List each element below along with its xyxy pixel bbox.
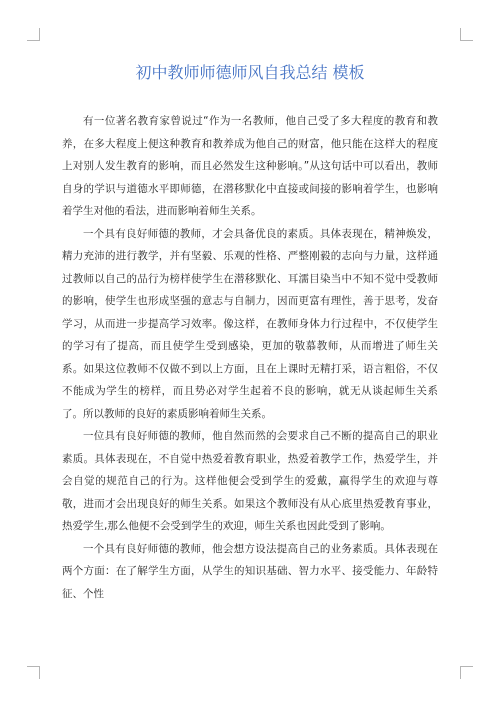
document-title: 初中教师师德师风自我总结 模板 xyxy=(135,63,365,82)
paragraph-3: 一位具有良好师德的教师，他自然而然的会要求自己不断的提高自己的职业素质。具体表现在，不自觉中热爱着教育职业，热爱着教学工作，热爱学生，并会自觉的规范自己的行为。这样他便会受到学生的爱戴，赢得学生的欢迎与尊敬，进而才会出现良好的师生关系。如果这个教师没有从心底里热爱教育事业，热爱学生,那么他便不会受到学生的欢迎，师生关系也因此受到了影响。 xyxy=(62,430,438,532)
crop-mark-bottom-left xyxy=(27,666,40,679)
paragraph-2: 一个具有良好师德的教师，才会具备优良的素质。具体表现在，精神焕发，精力充沛的进行教学，并有坚毅、乐观的性格、严整刚毅的志向与力量，这样通过教师以自己的品行为榜样使学生在潜移默化、耳濡目染当中不知不觉中受教师的影响，使学生也形成坚强的意志与自制力，因而更富有理性，善于思考，发奋学习，从而进一步提高学习效率。像这样，在教师身体力行过程中，不仅使学生的学习有了提高，而且使学生受到感染，更加的敬慕教师，从而增进了师生关系。如果这位教师不仅做不到以上方面，且在上课时无精打采，语言粗俗，不仅不能成为学生的榜样，而且势必对学生起着不良的影响，就无从谈起师生关系了。所以教师的良好的素质影响着师生关系。 xyxy=(62,227,438,420)
crop-mark-top-left xyxy=(27,28,40,41)
crop-mark-top-right xyxy=(460,28,473,41)
document-body xyxy=(62,110,438,605)
paragraph-4: 一个具有良好师德的教师，他会想方设法提高自己的业务素质。具体表现在两个方面：在了解学生方面，从学生的知识基础、智力水平、接受能力、年龄特征、个性 xyxy=(62,542,438,600)
crop-mark-bottom-right xyxy=(460,666,473,679)
paragraph-1: 有一位著名教育家曾说过“作为一名教师，他自己受了多大程度的教育和教养，在多大程度上便这种教育和教养成为他自己的财富，他只能在这样大的程度上对别人发生教育的影响，而且必然发生这种影响。”从这句话中可以看出，教师自身的学识与道德水平即师德，在潜移默化中直接或间接的影响着学生，也影响着学生对他的看法，进而影响着师生关系。 xyxy=(62,115,438,217)
